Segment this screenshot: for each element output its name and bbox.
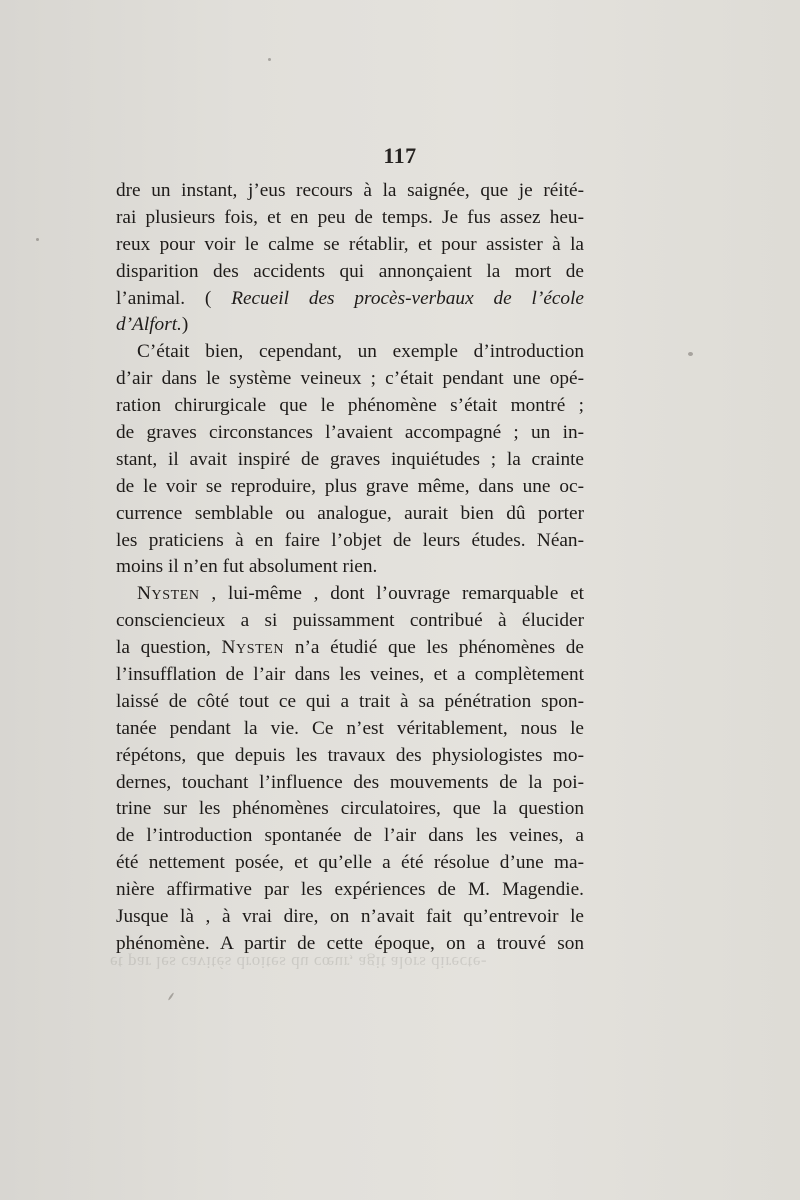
paper-speck xyxy=(36,238,39,241)
text-run: nière affirmative par les expériences de M. Magendie. xyxy=(116,879,584,901)
text-run: ration chirurgicale que le phénomène s’était montré ; xyxy=(116,395,584,417)
show-through-text: et par les cavités droites du cœur, agit alors directe- xyxy=(110,953,488,972)
text-run: de l’introduction spontanée de l’air dans les veines, a xyxy=(116,825,584,847)
text-line xyxy=(116,716,584,743)
author-name: Nysten xyxy=(137,583,200,605)
paper-speck xyxy=(688,352,693,356)
text-line xyxy=(116,286,584,313)
text-run: consciencieux a si puissamment contribué à élucider xyxy=(116,610,584,632)
text-line xyxy=(116,743,584,770)
text-line xyxy=(116,554,584,581)
paper-speck xyxy=(268,58,271,61)
text-line xyxy=(116,393,584,420)
text-run: currence semblable ou analogue, aurait bien dû porter xyxy=(116,502,584,524)
text-run: tanée pendant la vie. Ce n’est véritablement, nous le xyxy=(116,717,584,739)
text-run: d’air dans le système veineux ; c’était pendant une opé- xyxy=(116,368,584,390)
text-run: les praticiens à en faire l’objet de leurs études. Néan- xyxy=(116,529,584,551)
page-number: 117 xyxy=(383,143,417,168)
text-line xyxy=(116,366,584,393)
text-line xyxy=(116,420,584,447)
text-line xyxy=(116,447,584,474)
text-line xyxy=(116,474,584,501)
text-line xyxy=(116,259,584,286)
text-line xyxy=(116,904,584,931)
text-line xyxy=(116,662,584,689)
author-name: Nysten xyxy=(221,637,285,659)
text-line xyxy=(116,232,584,259)
text-line xyxy=(116,635,584,662)
text-run: n’a étudié que les phénomènes de xyxy=(284,637,584,659)
text-line xyxy=(116,178,584,205)
text-run: répétons, que depuis les travaux des physiologistes mo- xyxy=(116,744,584,766)
text-line xyxy=(116,501,584,528)
text-run: trine sur les phénomènes circulatoires, que la question xyxy=(116,798,584,820)
text-run: rai plusieurs fois, et en peu de temps. Je fus assez heu- xyxy=(116,206,584,228)
text-run: Jusque là , à vrai dire, on n’avait fait qu’entrevoir le xyxy=(116,906,584,928)
body-text xyxy=(116,178,584,958)
paper-speck xyxy=(168,992,175,1001)
text-run: de graves circonstances l’avaient accompagné ; un in- xyxy=(116,422,584,444)
citation-title: d’Alfort. xyxy=(116,314,182,336)
text-line xyxy=(116,608,584,635)
text-line xyxy=(116,877,584,904)
text-line xyxy=(116,689,584,716)
text-line xyxy=(116,931,584,958)
text-run: disparition des accidents qui annonçaient la mort de xyxy=(116,260,584,282)
text-run: la question, xyxy=(116,637,222,659)
text-run: , lui-même , dont l’ouvrage remarquable et xyxy=(199,583,584,605)
text-line xyxy=(116,770,584,797)
text-run: dernes, touchant l’influence des mouvements de la poi- xyxy=(116,771,584,793)
text-line xyxy=(116,528,584,555)
text-run: phénomène. A partir de cette époque, on a trouvé son xyxy=(116,932,584,954)
text-line xyxy=(116,312,584,339)
text-run: moins il n’en fut absolument rien. xyxy=(116,556,378,578)
text-run: reux pour voir le calme se rétablir, et pour assister à la xyxy=(116,233,584,255)
text-line xyxy=(116,581,584,608)
text-line xyxy=(116,205,584,232)
text-line xyxy=(116,823,584,850)
text-line xyxy=(116,796,584,823)
text-line xyxy=(116,850,584,877)
text-run: stant, il avait inspiré de graves inquiétudes ; la crainte xyxy=(116,448,584,470)
text-run: l’animal. ( xyxy=(116,287,232,309)
text-run: dre un instant, j’eus recours à la saignée, que je réité- xyxy=(116,180,584,201)
text-run: C’était bien, cependant, un exemple d’introduction xyxy=(137,341,584,363)
text-line xyxy=(116,339,584,366)
text-run: l’insufflation de l’air dans les veines, et a complètement xyxy=(116,664,584,686)
text-run: de le voir se reproduire, plus grave même, dans une oc- xyxy=(116,475,584,497)
citation-title: Recueil des procès-verbaux de l’école xyxy=(231,287,584,309)
text-run: été nettement posée, et qu’elle a été résolue d’une ma- xyxy=(116,852,584,874)
text-run: laissé de côté tout ce qui a trait à sa pénétration spon- xyxy=(116,690,584,712)
text-run: ) xyxy=(181,314,189,336)
